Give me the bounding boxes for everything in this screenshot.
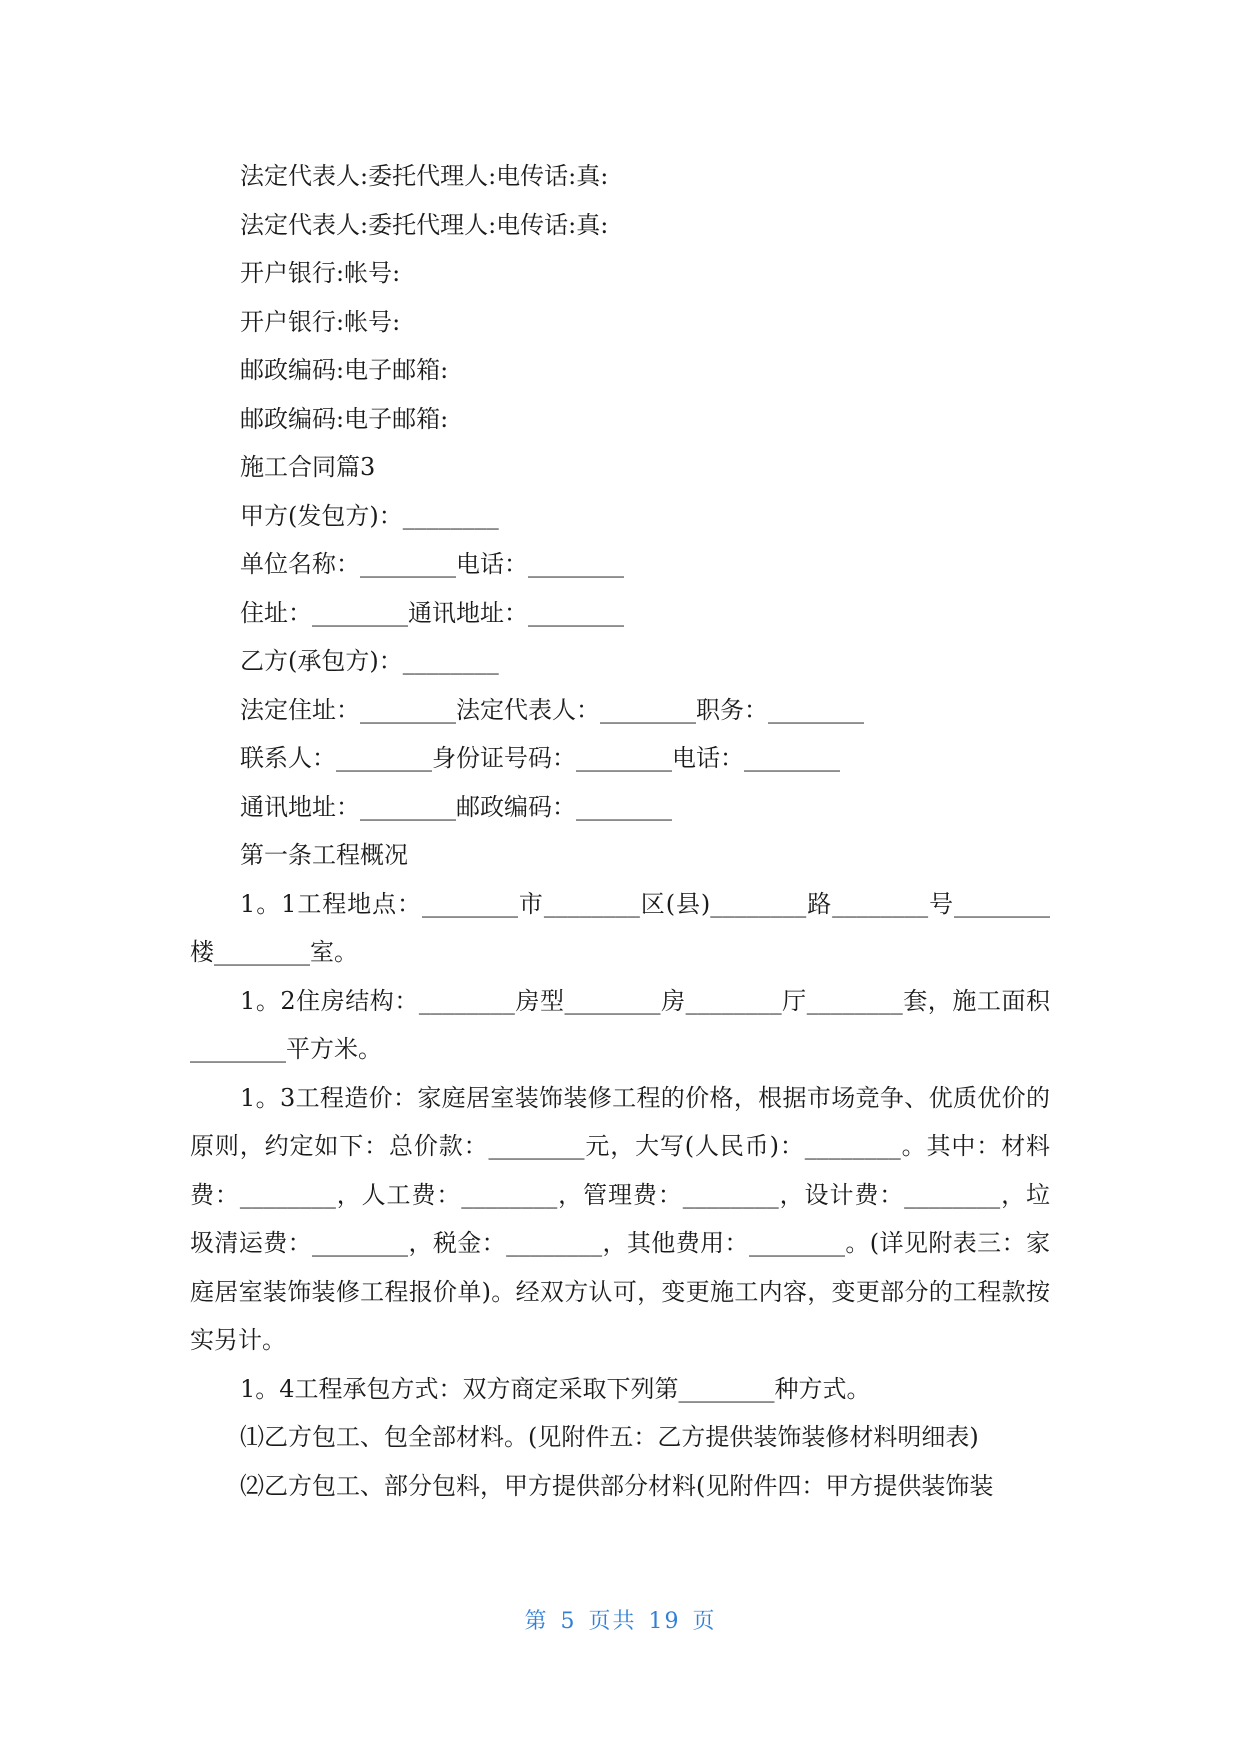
total-pages-number: 19: [648, 1609, 681, 1634]
text-line: 单位名称：________电话：________: [240, 550, 624, 578]
current-page-number: 5: [560, 1609, 577, 1634]
footer-prefix: 第: [524, 1609, 549, 1634]
text-line: 住址：________通讯地址：________: [240, 598, 624, 627]
clause-paragraph: 1。2住房结构：________房型________房________厅________套，施工面积________平方米。: [190, 986, 1050, 1063]
document-body: [190, 152, 1050, 1510]
text-line: 法定代表人:委托代理人:电传话:真:: [240, 210, 609, 239]
text-line: 邮政编码:电子邮箱:: [240, 404, 449, 433]
text-line: 开户银行:帐号:: [240, 307, 401, 336]
clause-paragraph: 1。3工程造价：家庭居室装饰装修工程的价格，根据市场竞争、优质优价的原则，约定如下：总价款：________元，大写(人民币)：________。其中：材料费：________，人工费：________，管理费：________，设计费：________，垃圾清运费：________，税金：________，其他费用：________。(详见附表三：家庭居室装饰装修工程报价单)。经双方认可，变更施工内容，变更部分的工程款按实另计。: [190, 1083, 1050, 1354]
footer-middle: 页共: [588, 1609, 637, 1634]
text-line: 通讯地址：________邮政编码：________: [240, 792, 672, 821]
clause-paragraph: ⑵乙方包工、部分包料，甲方提供部分材料(见附件四：甲方提供装饰装: [240, 1471, 994, 1500]
text-line: 法定代表人:委托代理人:电传话:真:: [240, 162, 609, 190]
footer-suffix: 页: [692, 1609, 717, 1634]
article-heading: 第一条工程概况: [240, 841, 408, 869]
text-line: 联系人：________身份证号码：________电话：________: [240, 744, 840, 772]
clause-paragraph: ⑴乙方包工、包全部材料。(见附件五：乙方提供装饰装修材料明细表): [240, 1423, 979, 1451]
clause-paragraph: 1。1工程地点：________市________区(县)________路________号________楼________室。: [190, 889, 1050, 966]
text-line: 开户银行:帐号:: [240, 259, 401, 287]
text-line: 邮政编码:电子邮箱:: [240, 356, 449, 384]
text-line: 法定住址：________法定代表人：________职务：________: [240, 695, 864, 724]
text-line: 乙方(承包方)：________: [240, 647, 499, 675]
section-heading: 施工合同篇3: [240, 453, 376, 481]
clause-paragraph: 1。4工程承包方式：双方商定采取下列第________种方式。: [240, 1374, 871, 1403]
text-line: 甲方(发包方)：________: [240, 501, 499, 530]
page-footer: [0, 1604, 1241, 1635]
